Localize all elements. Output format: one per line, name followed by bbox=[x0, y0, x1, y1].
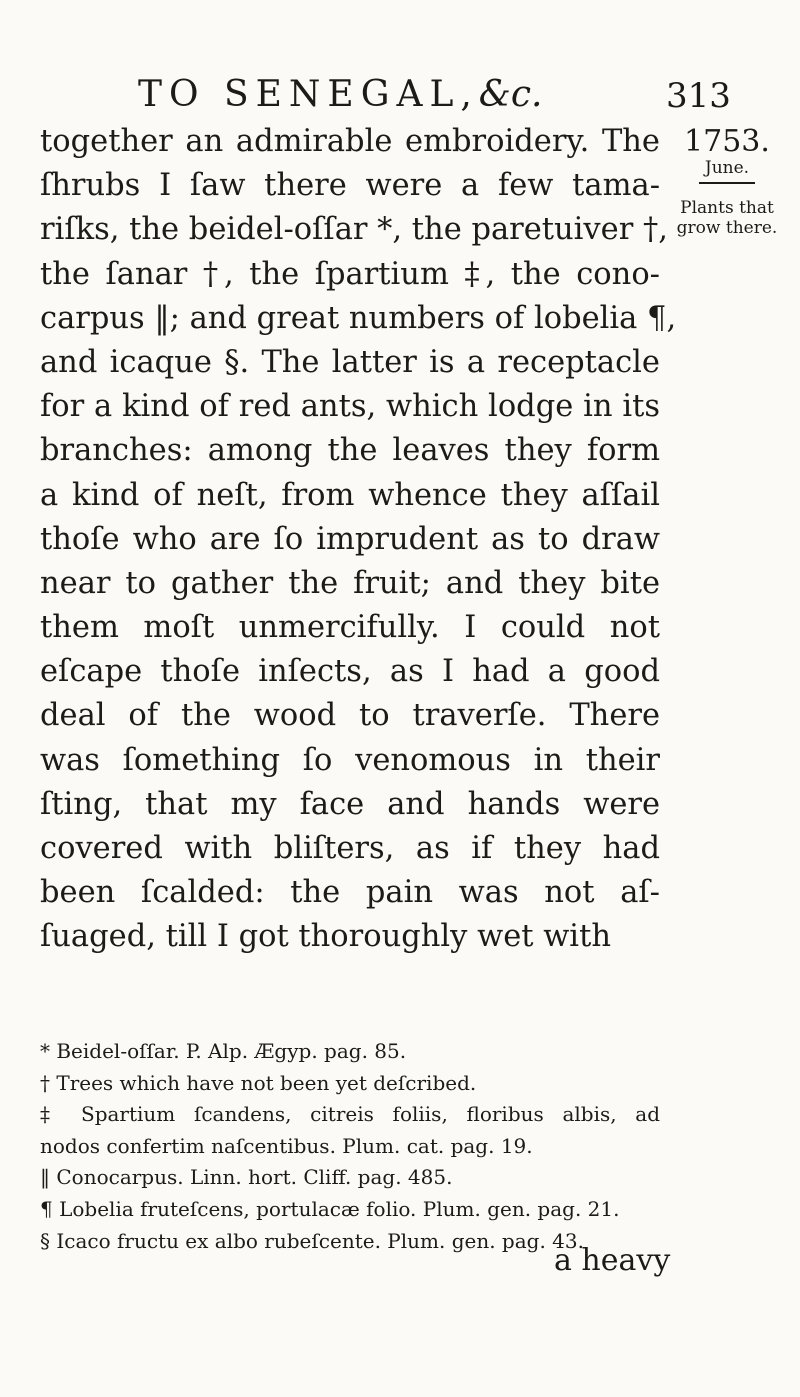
running-title bbox=[138, 74, 542, 115]
text-line: riſks, the beidel-oſſar *, the paretuiver †, bbox=[40, 212, 668, 248]
margin-rule bbox=[699, 182, 755, 184]
text-line: eſcape thoſe inſects, as I had a good bbox=[40, 654, 660, 690]
margin-note bbox=[662, 124, 792, 238]
text-line: the ſanar †, the ſpartium ‡, the cono- bbox=[40, 256, 660, 292]
footnotes bbox=[40, 1036, 660, 1257]
text-line: carpus ‖; and great numbers of lobelia ¶, bbox=[40, 300, 677, 336]
body-text bbox=[40, 120, 677, 960]
margin-sidenote-line: Plants that bbox=[680, 198, 774, 218]
footnote: † Trees which have not been yet deſcribed. bbox=[40, 1070, 477, 1095]
text-line: ſuaged, till I got thoroughly wet with bbox=[40, 919, 611, 955]
text-line: thoſe who are ſo imprudent as to draw bbox=[40, 521, 660, 557]
text-line: them moſt unmercifully. I could not bbox=[40, 610, 660, 646]
margin-year: 1753. bbox=[684, 124, 770, 159]
text-line: together an admirable embroidery. The bbox=[40, 124, 660, 159]
margin-month: June. bbox=[704, 158, 750, 178]
text-line: a kind of neſt, from whence they aſſail bbox=[40, 477, 660, 513]
text-line: ſhrubs I ſaw there were a few tama- bbox=[40, 168, 660, 204]
text-line: covered with bliſters, as if they had bbox=[40, 831, 660, 866]
text-line: was ſomething ſo venomous in their bbox=[40, 742, 660, 778]
text-line: ſting, that my face and hands were bbox=[40, 786, 660, 822]
footnote: ‡ Spartium ſcandens, citreis foliis, floribus albis, ad bbox=[40, 1102, 660, 1127]
text-line: and icaque §. The latter is a receptacle bbox=[40, 344, 660, 380]
text-line: branches: among the leaves they form bbox=[40, 433, 660, 469]
margin-sidenote bbox=[662, 198, 792, 238]
text-line: for a kind of red ants, which lodge in its bbox=[40, 389, 660, 425]
footnote: § Icaco fructu ex albo rubeſcente. Plum. gen. pag. 43. bbox=[40, 1228, 584, 1253]
margin-sidenote-line: grow there. bbox=[676, 218, 778, 238]
text-line: been ſcalded: the pain was not aſ- bbox=[40, 875, 660, 911]
footnote: nodos confertim naſcentibus. Plum. cat. pag. 19. bbox=[40, 1133, 533, 1158]
text-line: near to gather the fruit; and they bite bbox=[40, 565, 660, 601]
footnote: ‖ Conocarpus. Linn. hort. Cliff. pag. 485. bbox=[40, 1165, 453, 1190]
page-number: 313 bbox=[666, 76, 731, 116]
running-title-text: TO SENEGAL, bbox=[138, 74, 479, 115]
footnote: ¶ Lobelia fruteſcens, portulacæ folio. Plum. gen. pag. 21. bbox=[40, 1196, 620, 1221]
footnote: * Beidel-oſſar. P. Alp. Ægyp. pag. 85. bbox=[40, 1039, 407, 1063]
catchword: a heavy bbox=[554, 1243, 671, 1278]
running-title-suffix: &c. bbox=[478, 74, 543, 115]
running-head bbox=[138, 74, 778, 124]
text-line: deal of the wood to traverſe. There bbox=[40, 698, 660, 734]
